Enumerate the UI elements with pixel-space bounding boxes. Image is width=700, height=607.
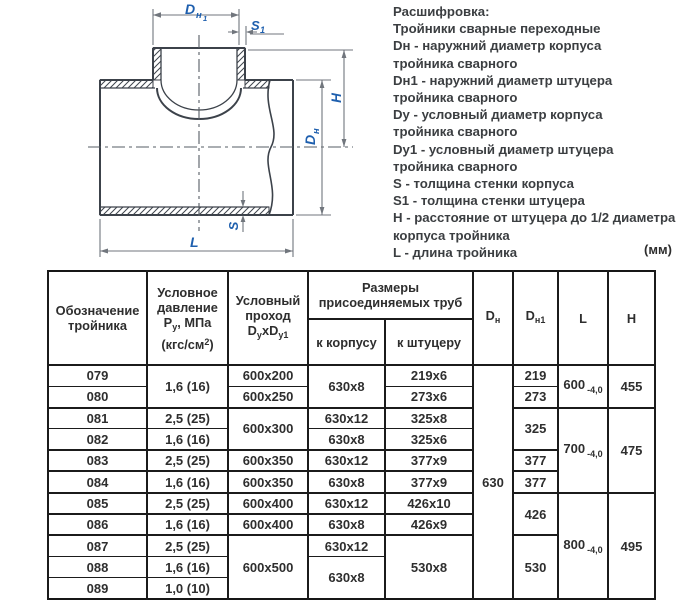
- legend-line: тройника сварного: [393, 158, 518, 174]
- cell-dn1: 273: [513, 386, 558, 407]
- table-row: [48, 365, 655, 386]
- legend: [393, 3, 693, 261]
- cell-to-body: 630x12: [308, 408, 385, 429]
- cell-dn1: 219: [513, 365, 558, 386]
- cell-to-body: 630x12: [308, 450, 385, 471]
- cell-code: 085: [48, 493, 147, 514]
- cell-code: 087: [48, 535, 147, 556]
- cell-bore: 600x400: [228, 514, 308, 535]
- dim-label-dn: D: [302, 134, 318, 145]
- cell-to-body: 630x8: [308, 557, 385, 600]
- cell-bore: 600x500: [228, 535, 308, 599]
- cell-pressure: 1,6 (16): [147, 471, 228, 492]
- cell-pressure: 1,6 (16): [147, 429, 228, 450]
- cell-l: 800 $_{-4,0}$: [558, 493, 608, 599]
- cell-code: 081: [48, 408, 147, 429]
- dim-label-l: L: [190, 234, 199, 250]
- dim-label-h: H: [329, 93, 344, 103]
- cell-to-body: 630x8: [308, 429, 385, 450]
- cell-h: 495: [608, 493, 655, 599]
- legend-line: корпуса тройника: [393, 227, 510, 243]
- col-header-l: L: [558, 271, 608, 365]
- table-row: [48, 493, 655, 514]
- legend-line: тройника сварного: [393, 55, 518, 71]
- cell-bore: 600x300: [228, 408, 308, 451]
- cell-to-branch: 377x9: [385, 450, 473, 471]
- cell-code: 089: [48, 578, 147, 599]
- dim-label-dn-sub: н: [311, 128, 322, 134]
- cell-to-body: 630x8: [308, 365, 385, 408]
- cell-bore: 600x250: [228, 386, 308, 407]
- cell-l: 700 $_{-4,0}$: [558, 408, 608, 493]
- cell-pressure: 1,6 (16): [147, 557, 228, 578]
- col-header-to-body: к корпусу: [308, 319, 385, 365]
- dim-label-dn1-sub: н: [196, 10, 202, 21]
- cell-pressure: 1,6 (16): [147, 365, 228, 408]
- legend-line: S1 - толщина стенки штуцера: [393, 193, 585, 209]
- col-header-dn1: $D_{н1}$: [513, 271, 558, 365]
- cell-pressure: 2,5 (25): [147, 493, 228, 514]
- legend-line: L - длина тройника: [393, 244, 518, 260]
- cell-to-body: 630x8: [308, 514, 385, 535]
- cell-to-branch: 530x8: [385, 535, 473, 599]
- col-header-pipes-group: Размеры присоединяемых труб: [308, 271, 473, 319]
- cell-to-branch: 273x6: [385, 386, 473, 407]
- dim-label-s: S: [226, 221, 241, 231]
- section-hatching: [100, 48, 269, 215]
- cell-to-branch: 426x10: [385, 493, 473, 514]
- cell-code: 079: [48, 365, 147, 386]
- cell-pressure: 2,5 (25): [147, 408, 228, 429]
- cell-dn1: 377: [513, 471, 558, 492]
- col-header-pressure: Условное давление $P_у$, МПа $(кгс/см^2)$: [147, 271, 228, 365]
- legend-line: Dн - наружний диаметр корпуса: [393, 38, 602, 54]
- cell-bore: 600x350: [228, 450, 308, 471]
- col-header-to-branch: к штуцеру: [385, 319, 473, 365]
- cell-pressure: 1,6 (16): [147, 514, 228, 535]
- tee-outline: [100, 48, 293, 215]
- dim-label-s1-sub: 1: [260, 25, 266, 35]
- table-row: [48, 408, 655, 429]
- legend-line: Тройники сварные переходные: [393, 21, 601, 37]
- legend-line: тройника сварного: [393, 124, 518, 140]
- cell-code: 080: [48, 386, 147, 407]
- units-label: (мм): [644, 242, 672, 257]
- legend-line: тройника сварного: [393, 90, 518, 106]
- legend-line: S - толщина стенки корпуса: [393, 176, 574, 192]
- spec-table: [47, 270, 656, 600]
- legend-line: Dy - условный диаметр корпуса: [393, 107, 603, 123]
- cell-h: 455: [608, 365, 655, 408]
- cell-to-body: 630x12: [308, 535, 385, 556]
- dim-label-dn1-sub2: 1: [203, 14, 208, 23]
- legend-line: Dy1 - условный диаметр штуцера: [393, 141, 614, 157]
- cell-to-branch: 325x6: [385, 429, 473, 450]
- cell-dn1: 377: [513, 450, 558, 471]
- cell-pressure: 2,5 (25): [147, 535, 228, 556]
- dim-label-s1: S: [251, 18, 260, 33]
- cell-code: 082: [48, 429, 147, 450]
- cell-bore: 600x200: [228, 365, 308, 386]
- col-header-dn: $D_н$: [473, 271, 513, 365]
- legend-title: Расшифровка:: [393, 4, 490, 19]
- cell-code: 086: [48, 514, 147, 535]
- cell-pressure: 1,0 (10): [147, 578, 228, 599]
- cell-to-body: 630x12: [308, 493, 385, 514]
- cell-to-branch: 377x9: [385, 471, 473, 492]
- cell-bore: 600x400: [228, 493, 308, 514]
- cell-to-branch: 219x6: [385, 365, 473, 386]
- cell-to-branch: 325x8: [385, 408, 473, 429]
- cell-code: 088: [48, 557, 147, 578]
- cell-dn: 630: [473, 365, 513, 599]
- cell-dn1: 426: [513, 493, 558, 536]
- legend-line: Dн1 - наружний диаметр штуцера: [393, 72, 613, 88]
- col-header-h: H: [608, 271, 655, 365]
- cell-bore: 600x350: [228, 471, 308, 492]
- col-header-bore: Условный проход $D_уxD_{у1}$: [228, 271, 308, 365]
- cell-code: 084: [48, 471, 147, 492]
- dim-label-dn1: D: [185, 1, 196, 17]
- cell-to-branch: 426x9: [385, 514, 473, 535]
- cell-pressure: 2,5 (25): [147, 450, 228, 471]
- cell-dn1: 530: [513, 535, 558, 599]
- cell-dn1: 325: [513, 408, 558, 451]
- legend-line: H - расстояние от штуцера до 1/2 диаметра: [393, 210, 676, 226]
- tee-drawing: [0, 0, 390, 262]
- cell-l: 600 $_{-4,0}$: [558, 365, 608, 408]
- cell-h: 475: [608, 408, 655, 493]
- cell-to-body: 630x8: [308, 471, 385, 492]
- col-header-designation: Обозначение тройника: [48, 271, 147, 365]
- cell-code: 083: [48, 450, 147, 471]
